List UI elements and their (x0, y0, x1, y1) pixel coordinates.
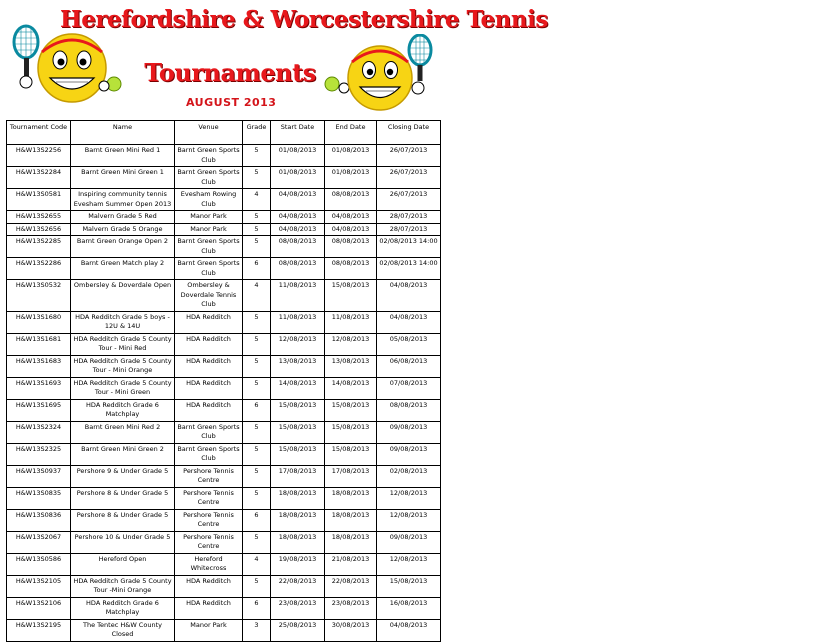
start-date-cell: 22/08/2013 (271, 575, 325, 597)
start-date-cell: 23/08/2013 (271, 597, 325, 619)
venue-cell: Hereford Whitecross (175, 553, 243, 575)
grade-cell: 5 (243, 465, 271, 487)
start-date-cell: 19/08/2013 (271, 553, 325, 575)
grade-cell: 5 (243, 487, 271, 509)
closing-date-cell: 02/08/2013 14:00 (377, 258, 441, 280)
grade-cell: 5 (243, 377, 271, 399)
grade-cell: 6 (243, 597, 271, 619)
table-row (7, 236, 441, 258)
closing-date-cell: 05/08/2013 (377, 333, 441, 355)
venue-cell: Evesham Rowing Club (175, 189, 243, 211)
end-date-cell: 18/08/2013 (325, 509, 377, 531)
start-date-cell: 18/08/2013 (271, 509, 325, 531)
column-header-venue: Venue (175, 121, 243, 145)
column-header-start-date: Start Date (271, 121, 325, 145)
venue-cell: Barnt Green Sports Club (175, 443, 243, 465)
venue-cell: Pershore Tennis Centre (175, 465, 243, 487)
start-date-cell: 15/08/2013 (271, 421, 325, 443)
code-cell: H&W13S0836 (7, 509, 71, 531)
venue-cell: Pershore Tennis Centre (175, 509, 243, 531)
closing-date-cell: 16/08/2013 (377, 597, 441, 619)
table-row (7, 189, 441, 211)
name-cell: Ombersley & Doverdale Open (71, 280, 175, 312)
table-row (7, 333, 441, 355)
code-cell: H&W13S1683 (7, 355, 71, 377)
code-cell: H&W13S2284 (7, 167, 71, 189)
code-cell: H&W13S0835 (7, 487, 71, 509)
table-row (7, 421, 441, 443)
grade-cell: 4 (243, 553, 271, 575)
name-cell: Pershore 8 & Under Grade 5 (71, 487, 175, 509)
closing-date-cell: 04/08/2013 (377, 311, 441, 333)
table-row (7, 311, 441, 333)
closing-date-cell: 12/08/2013 (377, 553, 441, 575)
tennis-smiley-icon (6, 22, 128, 108)
name-cell: Barnt Green Match play 2 (71, 258, 175, 280)
closing-date-cell: 07/08/2013 (377, 377, 441, 399)
code-cell: H&W13S2256 (7, 145, 71, 167)
start-date-cell: 04/08/2013 (271, 223, 325, 236)
start-date-cell: 25/08/2013 (271, 619, 325, 641)
end-date-cell: 08/08/2013 (325, 258, 377, 280)
closing-date-cell: 06/08/2013 (377, 355, 441, 377)
start-date-cell: 11/08/2013 (271, 311, 325, 333)
name-cell: Barnt Green Mini Red 1 (71, 145, 175, 167)
venue-cell: HDA Redditch (175, 399, 243, 421)
end-date-cell: 14/08/2013 (325, 377, 377, 399)
end-date-cell: 30/08/2013 (325, 619, 377, 641)
code-cell: H&W13S0532 (7, 280, 71, 312)
start-date-cell: 04/08/2013 (271, 189, 325, 211)
name-cell: Pershore 8 & Under Grade 5 (71, 509, 175, 531)
table-row (7, 399, 441, 421)
end-date-cell: 18/08/2013 (325, 531, 377, 553)
end-date-cell: 15/08/2013 (325, 443, 377, 465)
month-label: AUGUST 2013 (186, 96, 277, 109)
end-date-cell: 01/08/2013 (325, 145, 377, 167)
table-row (7, 465, 441, 487)
table-row (7, 509, 441, 531)
end-date-cell: 13/08/2013 (325, 355, 377, 377)
code-cell: H&W13S2106 (7, 597, 71, 619)
end-date-cell: 04/08/2013 (325, 223, 377, 236)
name-cell: Inspiring community tennis Evesham Summer Open 2013 (71, 189, 175, 211)
table-row (7, 211, 441, 224)
table-row (7, 223, 441, 236)
closing-date-cell: 26/07/2013 (377, 145, 441, 167)
venue-cell: Manor Park (175, 619, 243, 641)
venue-cell: Pershore Tennis Centre (175, 487, 243, 509)
table-row (7, 597, 441, 619)
table-row (7, 443, 441, 465)
start-date-cell: 01/08/2013 (271, 167, 325, 189)
grade-cell: 5 (243, 167, 271, 189)
closing-date-cell: 09/08/2013 (377, 421, 441, 443)
grade-cell: 6 (243, 509, 271, 531)
table-row (7, 167, 441, 189)
column-header-name: Name (71, 121, 175, 145)
table-row (7, 553, 441, 575)
end-date-cell: 17/08/2013 (325, 465, 377, 487)
grade-cell: 5 (243, 145, 271, 167)
end-date-cell: 15/08/2013 (325, 280, 377, 312)
name-cell: Barnt Green Mini Red 2 (71, 421, 175, 443)
code-cell: H&W13S2655 (7, 211, 71, 224)
table-row (7, 280, 441, 312)
column-header-closing-date: Closing Date (377, 121, 441, 145)
name-cell: HDA Redditch Grade 5 County Tour - Mini Red (71, 333, 175, 355)
grade-cell: 5 (243, 443, 271, 465)
grade-cell: 5 (243, 311, 271, 333)
start-date-cell: 04/08/2013 (271, 211, 325, 224)
grade-cell: 5 (243, 575, 271, 597)
closing-date-cell: 12/08/2013 (377, 487, 441, 509)
table-row (7, 355, 441, 377)
end-date-cell: 11/08/2013 (325, 311, 377, 333)
code-cell: H&W13S2286 (7, 258, 71, 280)
name-cell: Malvern Grade 5 Red (71, 211, 175, 224)
grade-cell: 3 (243, 619, 271, 641)
venue-cell: Barnt Green Sports Club (175, 236, 243, 258)
closing-date-cell: 26/07/2013 (377, 167, 441, 189)
venue-cell: HDA Redditch (175, 333, 243, 355)
venue-cell: HDA Redditch (175, 355, 243, 377)
code-cell: H&W13S1681 (7, 333, 71, 355)
code-cell: H&W13S2325 (7, 443, 71, 465)
venue-cell: Manor Park (175, 211, 243, 224)
grade-cell: 5 (243, 223, 271, 236)
end-date-cell: 21/08/2013 (325, 553, 377, 575)
grade-cell: 5 (243, 531, 271, 553)
grade-cell: 6 (243, 399, 271, 421)
table-row (7, 145, 441, 167)
code-cell: H&W13S2285 (7, 236, 71, 258)
column-header-grade: Grade (243, 121, 271, 145)
closing-date-cell: 02/08/2013 (377, 465, 441, 487)
code-cell: H&W13S2324 (7, 421, 71, 443)
grade-cell: 5 (243, 355, 271, 377)
name-cell: Barnt Green Mini Green 2 (71, 443, 175, 465)
venue-cell: Manor Park (175, 223, 243, 236)
code-cell: H&W13S1695 (7, 399, 71, 421)
end-date-cell: 08/08/2013 (325, 189, 377, 211)
start-date-cell: 11/08/2013 (271, 280, 325, 312)
start-date-cell: 12/08/2013 (271, 333, 325, 355)
end-date-cell: 01/08/2013 (325, 167, 377, 189)
end-date-cell: 15/08/2013 (325, 399, 377, 421)
grade-cell: 6 (243, 258, 271, 280)
code-cell: H&W13S2105 (7, 575, 71, 597)
code-cell: H&W13S2656 (7, 223, 71, 236)
table-row (7, 531, 441, 553)
table-row (7, 487, 441, 509)
page-title: Herefordshire & Worcestershire Tennis (60, 6, 548, 33)
start-date-cell: 18/08/2013 (271, 531, 325, 553)
start-date-cell: 08/08/2013 (271, 258, 325, 280)
grade-cell: 4 (243, 280, 271, 312)
grade-cell: 5 (243, 236, 271, 258)
start-date-cell: 14/08/2013 (271, 377, 325, 399)
end-date-cell: 04/08/2013 (325, 211, 377, 224)
end-date-cell: 22/08/2013 (325, 575, 377, 597)
start-date-cell: 15/08/2013 (271, 399, 325, 421)
code-cell: H&W13S1693 (7, 377, 71, 399)
venue-cell: HDA Redditch (175, 597, 243, 619)
name-cell: HDA Redditch Grade 5 boys - 12U & 14U (71, 311, 175, 333)
venue-cell: HDA Redditch (175, 575, 243, 597)
closing-date-cell: 28/07/2013 (377, 211, 441, 224)
tennis-smiley-icon (322, 34, 440, 114)
closing-date-cell: 09/08/2013 (377, 443, 441, 465)
name-cell: HDA Redditch Grade 5 County Tour - Mini Green (71, 377, 175, 399)
name-cell: HDA Redditch Grade 6 Matchplay (71, 597, 175, 619)
column-header-end-date: End Date (325, 121, 377, 145)
code-cell: H&W13S0581 (7, 189, 71, 211)
page-subtitle: Tournaments (144, 58, 316, 87)
end-date-cell: 12/08/2013 (325, 333, 377, 355)
grade-cell: 4 (243, 189, 271, 211)
closing-date-cell: 09/08/2013 (377, 531, 441, 553)
start-date-cell: 18/08/2013 (271, 487, 325, 509)
closing-date-cell: 04/08/2013 (377, 619, 441, 641)
grade-cell: 5 (243, 421, 271, 443)
name-cell: Malvern Grade 5 Orange (71, 223, 175, 236)
table-row (7, 258, 441, 280)
code-cell: H&W13S2195 (7, 619, 71, 641)
start-date-cell: 17/08/2013 (271, 465, 325, 487)
venue-cell: Ombersley & Doverdale Tennis Club (175, 280, 243, 312)
column-header-code: Tournament Code (7, 121, 71, 145)
closing-date-cell: 04/08/2013 (377, 280, 441, 312)
tennis-racket-icon (14, 26, 38, 76)
name-cell: Hereford Open (71, 553, 175, 575)
name-cell: HDA Redditch Grade 6 Matchplay (71, 399, 175, 421)
name-cell: HDA Redditch Grade 5 County Tour -Mini Orange (71, 575, 175, 597)
name-cell: Pershore 10 & Under Grade 5 (71, 531, 175, 553)
table-row (7, 377, 441, 399)
name-cell: Pershore 9 & Under Grade 5 (71, 465, 175, 487)
venue-cell: Barnt Green Sports Club (175, 258, 243, 280)
closing-date-cell: 28/07/2013 (377, 223, 441, 236)
closing-date-cell: 08/08/2013 (377, 399, 441, 421)
venue-cell: HDA Redditch (175, 311, 243, 333)
venue-cell: HDA Redditch (175, 377, 243, 399)
closing-date-cell: 12/08/2013 (377, 509, 441, 531)
name-cell: The Tentec H&W County Closed (71, 619, 175, 641)
start-date-cell: 13/08/2013 (271, 355, 325, 377)
start-date-cell: 08/08/2013 (271, 236, 325, 258)
end-date-cell: 15/08/2013 (325, 421, 377, 443)
code-cell: H&W13S2067 (7, 531, 71, 553)
end-date-cell: 18/08/2013 (325, 487, 377, 509)
end-date-cell: 08/08/2013 (325, 236, 377, 258)
start-date-cell: 15/08/2013 (271, 443, 325, 465)
tennis-ball-icon (325, 77, 339, 91)
venue-cell: Barnt Green Sports Club (175, 167, 243, 189)
closing-date-cell: 02/08/2013 14:00 (377, 236, 441, 258)
table-header-row (7, 121, 441, 145)
code-cell: H&W13S0937 (7, 465, 71, 487)
grade-cell: 5 (243, 211, 271, 224)
closing-date-cell: 15/08/2013 (377, 575, 441, 597)
table-row (7, 619, 441, 641)
tournament-table (6, 120, 441, 642)
closing-date-cell: 26/07/2013 (377, 189, 441, 211)
grade-cell: 5 (243, 333, 271, 355)
start-date-cell: 01/08/2013 (271, 145, 325, 167)
venue-cell: Pershore Tennis Centre (175, 531, 243, 553)
venue-cell: Barnt Green Sports Club (175, 145, 243, 167)
end-date-cell: 23/08/2013 (325, 597, 377, 619)
name-cell: Barnt Green Orange Open 2 (71, 236, 175, 258)
code-cell: H&W13S1680 (7, 311, 71, 333)
name-cell: HDA Redditch Grade 5 County Tour - Mini Orange (71, 355, 175, 377)
name-cell: Barnt Green Mini Green 1 (71, 167, 175, 189)
venue-cell: Barnt Green Sports Club (175, 421, 243, 443)
code-cell: H&W13S0586 (7, 553, 71, 575)
